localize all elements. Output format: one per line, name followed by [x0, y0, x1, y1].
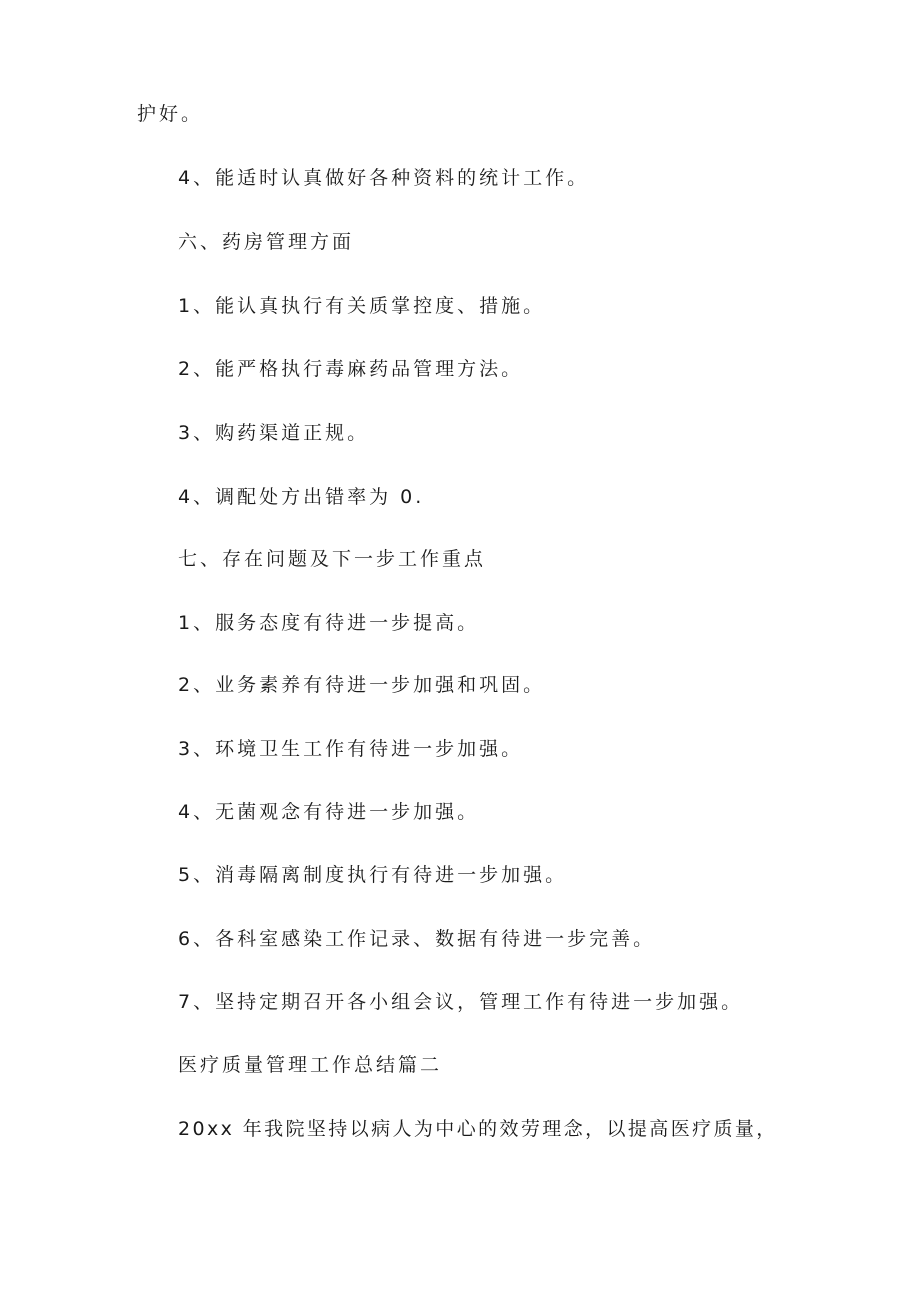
pharmacy-item-4: 4、调配处方出错率为 0.: [178, 486, 425, 508]
issues-item-7: 7、坚持定期召开各小组会议，管理工作有待进一步加强。: [178, 991, 744, 1013]
paragraph-line-continuation: 护好。: [137, 103, 204, 125]
paragraph-item-statistics: 4、能适时认真做好各种资料的统计工作。: [178, 167, 590, 189]
issues-item-3: 3、环境卫生工作有待进一步加强。: [178, 738, 524, 760]
issues-item-2: 2、业务素养有待进一步加强和巩固。: [178, 674, 546, 696]
paragraph-intro-part-two: 20xx 年我院坚持以病人为中心的效劳理念，以提高医疗质量，: [178, 1118, 778, 1140]
pharmacy-item-3: 3、购药渠道正规。: [178, 422, 370, 444]
issues-item-1: 1、服务态度有待进一步提高。: [178, 612, 480, 634]
section-heading-pharmacy: 六、药房管理方面: [178, 231, 355, 253]
issues-item-4: 4、无菌观念有待进一步加强。: [178, 801, 480, 823]
pharmacy-item-2: 2、能严格执行毒麻药品管理方法。: [178, 358, 524, 380]
issues-item-5: 5、消毒隔离制度执行有待进一步加强。: [178, 864, 568, 886]
section-heading-issues: 七、存在问题及下一步工作重点: [178, 548, 487, 570]
section-title-part-two: 医疗质量管理工作总结篇二: [178, 1054, 443, 1076]
issues-item-6: 6、各科室感染工作记录、数据有待进一步完善。: [178, 928, 656, 950]
pharmacy-item-1: 1、能认真执行有关质掌控度、措施。: [178, 295, 546, 317]
